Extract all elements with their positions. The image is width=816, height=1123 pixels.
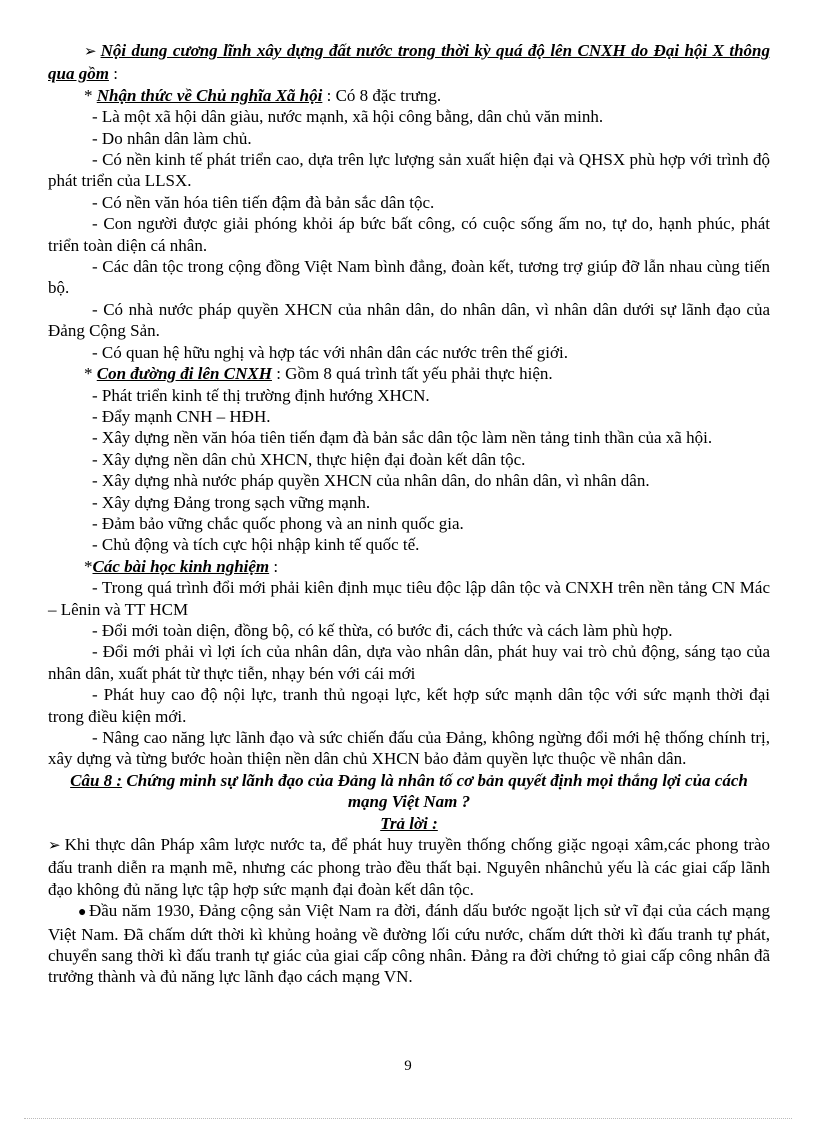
list-item: - Đổi mới toàn diện, đồng bộ, có kế thừa, có bước đi, cách thức và cách làm phù hợp. <box>92 620 673 640</box>
answer-label-text: Trả lời : <box>380 813 438 833</box>
list-item: - Đảm bảo vững chắc quốc phong và an ninh quốc gia. <box>92 513 464 533</box>
subheading-title: Các bài học kinh nghiệm <box>92 556 270 576</box>
answer-label <box>48 813 770 834</box>
list-item: - Là một xã hội dân giàu, nước mạnh, xã hội công bằng, dân chủ văn minh. <box>92 107 604 127</box>
list-item: - Có nền kinh tế phát triển cao, dựa trên lực lượng sản xuất hiện đại và QHSX phù hợp với trình độ phát triển của LLSX. <box>48 150 770 191</box>
list-item: - Xây dựng Đảng trong sạch vững mạnh. <box>92 492 371 512</box>
list-item: - Xây dựng nền văn hóa tiên tiến đạm đà bản sắc dân tộc làm nền tảng tinh thần của xã hội. <box>92 428 713 448</box>
list-item: - Đổi mới phải vì lợi ích của nhân dân, dựa vào nhân dân, phát huy vai trò chủ động, sáng tạo của nhân dân, xuất phát từ thực tiễn, nhạy bén với cái mới <box>48 642 770 683</box>
list-item: - Do nhân dân làm chủ. <box>92 128 252 148</box>
dot-bullet-icon: ● <box>78 905 87 921</box>
list-item: - Nâng cao năng lực lãnh đạo và sức chiến đấu của Đảng, không ngừng đổi mới hệ thống chính trị, xây dựng và từng bước hoàn thiện nền dân chủ XHCN bảo đảm quyền lực thuộc về nhân dân. <box>48 728 770 769</box>
subheading-lessons <box>48 556 770 577</box>
list-item: - Các dân tộc trong cộng đồng Việt Nam bình đẳng, đoàn kết, tương trợ giúp đỡ lẫn nhau cùng tiến bộ. <box>48 257 770 298</box>
arrow-bullet-icon: ➢ <box>84 44 97 60</box>
star-marker: * <box>84 364 97 384</box>
question-label: Câu 8 : <box>70 770 123 790</box>
page-footer-divider <box>24 1118 792 1119</box>
subheading-rest: : Có 8 đặc trưng. <box>322 85 442 105</box>
section-heading-text: Nội dung cương lĩnh xây dựng đất nước trong thời kỳ quá độ lên CNXH do Đại hội X thông qua gồm <box>48 41 770 84</box>
list-item: - Xây dựng nền dân chủ XHCN, thực hiện đại đoàn kết dân tộc. <box>92 449 526 469</box>
answer-paragraph-text: Khi thực dân Pháp xâm lược nước ta, để phát huy truyền thống chống giặc ngoại xâm,các phong trào đấu tranh diễn ra mạnh mẽ, nhưng các phong trào đều thất bại. Nguyên nhânchủ yếu là các giai cấp lãnh đạo không đủ năng lực tập hợp sức mạnh đại đoàn kết dân tộc. <box>48 835 770 899</box>
answer-paragraph-text: Đầu năm 1930, Đảng cộng sản Việt Nam ra đời, đánh dấu bước ngoặt lịch sử vĩ đại của cách mạng Việt Nam. Đã chấm dứt thời kì khủng hoảng về đường lối cứu nước, chấm dứt thời kì đấu tranh tự phát, chuyển sang thời kì đấu tranh tự giác của giai cấp công nhân. Đảng ra đời chứng tỏ giai cấp công nhân đã trưởng thành và đủ năng lực lãnh đạo cách mạng VN. <box>48 901 770 987</box>
list-item: - Phát triển kinh tế thị trường định hướng XHCN. <box>92 385 430 405</box>
list-item: - Chủ động và tích cực hội nhập kinh tế quốc tế. <box>92 535 420 555</box>
arrow-bullet-icon: ➢ <box>48 838 61 855</box>
star-marker: * <box>84 85 97 105</box>
subheading-rest: : Gồm 8 quá trình tất yếu phải thực hiện. <box>271 364 553 384</box>
section-heading-tail: : <box>108 64 118 84</box>
list-item: - Có nền văn hóa tiên tiến đậm đà bản sắc dân tộc. <box>92 192 435 212</box>
section-heading <box>48 40 770 85</box>
page-number: 9 <box>404 1058 412 1074</box>
list-item: - Đẩy mạnh CNH – HĐH. <box>92 406 271 426</box>
subheading-path <box>48 363 770 384</box>
question-heading <box>48 770 770 813</box>
answer-paragraph <box>48 834 770 900</box>
subheading-socialism <box>48 85 770 106</box>
list-item: - Phát huy cao độ nội lực, tranh thủ ngoại lực, kết hợp sức mạnh dân tộc với sức mạnh thời đại trong điều kiện mới. <box>48 685 770 726</box>
page-content <box>48 40 770 988</box>
subheading-title: Nhận thức về Chủ nghĩa Xã hội <box>96 85 323 105</box>
subheading-rest: : <box>269 556 279 576</box>
list-item: - Con người được giải phóng khỏi áp bức bất công, có cuộc sống ấm no, tự do, hạnh phúc, phát triển toàn diện cá nhân. <box>48 214 770 255</box>
subheading-title: Con đường đi lên CNXH <box>96 364 272 384</box>
question-text: Chứng minh sự lãnh đạo của Đảng là nhân tố cơ bản quyết định mọi thắng lợi của cách mạng Việt Nam ? <box>122 770 748 812</box>
list-item: - Có nhà nước pháp quyền XHCN của nhân dân, do nhân dân, vì nhân dân dưới sự lãnh đạo của Đảng Cộng Sản. <box>48 299 770 341</box>
list-item: - Có quan hệ hữu nghị và hợp tác với nhân dân các nước trên thế giới. <box>92 342 568 362</box>
list-item: - Trong quá trình đổi mới phải kiên định mục tiêu độc lập dân tộc và CNXH trên nền tảng CN Mác – Lênin và TT HCM <box>48 578 770 619</box>
answer-paragraph <box>48 900 770 988</box>
star-marker: * <box>84 556 93 576</box>
list-item: - Xây dựng nhà nước pháp quyền XHCN của nhân dân, do nhân dân, vì nhân dân. <box>92 471 650 491</box>
